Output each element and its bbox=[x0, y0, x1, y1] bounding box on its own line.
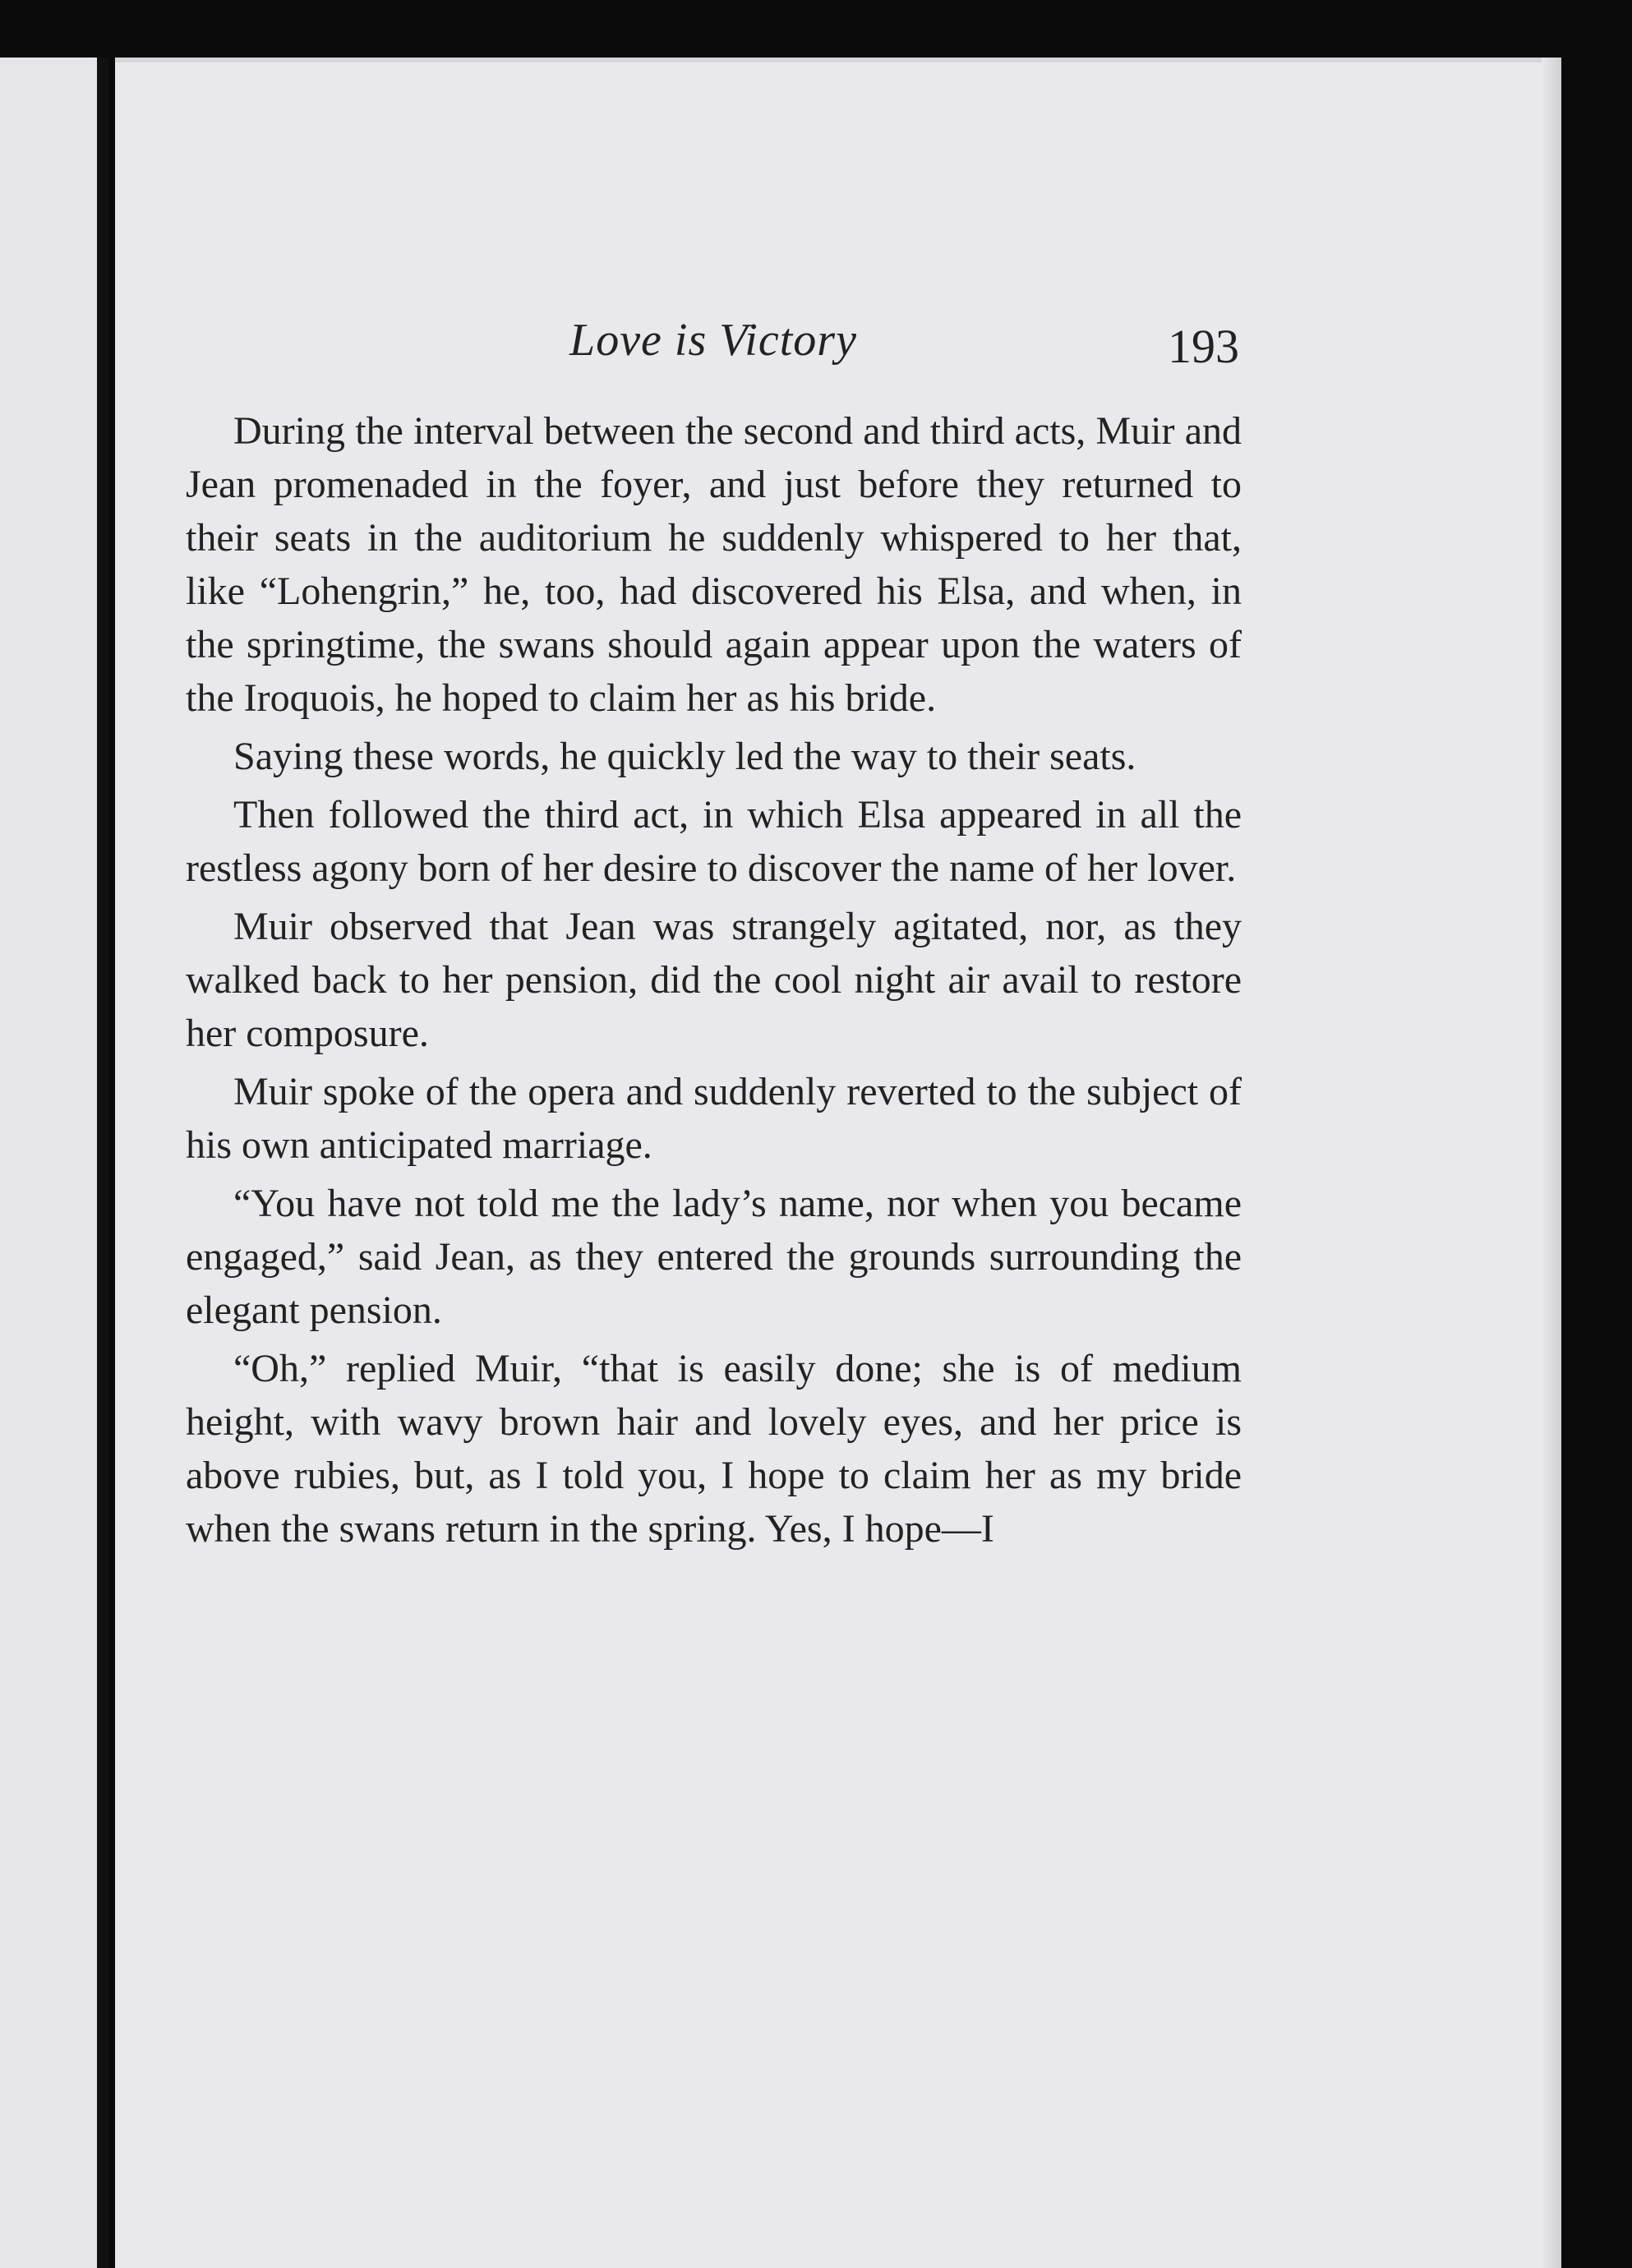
paragraph: Muir spoke of the opera and suddenly reverted to the subject of his own anticipated marriage. bbox=[186, 1070, 1242, 1167]
page-header bbox=[187, 314, 1239, 380]
paragraph: Then followed the third act, in which Elsa appeared in all the restless agony born of her desire to discover the name of her lover. bbox=[186, 793, 1242, 890]
paragraph: Muir observed that Jean was strangely agitated, nor, as they walked back to her pension, did the cool night air avail to restore her composure. bbox=[186, 905, 1242, 1055]
left-page-edge bbox=[0, 58, 103, 2268]
paragraph: “You have not told me the lady’s name, nor when you became engaged,” said Jean, as they entered the grounds surrounding the elegant pension. bbox=[186, 1182, 1242, 1332]
paragraph: “Oh,” replied Muir, “that is easily done; she is of medium height, with wavy brown hair and lovely eyes, and her price is above rubies, but, as I told you, I hope to claim her as my bride when the swans return in the spring. Yes, I hope—I bbox=[186, 1347, 1242, 1551]
running-title: Love is Victory bbox=[569, 315, 857, 366]
book-spine-shadow bbox=[97, 58, 108, 2268]
page-top-edge bbox=[115, 58, 1561, 62]
paragraph: Saying these words, he quickly led the way to their seats. bbox=[233, 735, 1136, 778]
paragraph: During the interval between the second and third acts, Muir and Jean promenaded in the foyer, and just before they returned to their seats in the auditorium he suddenly whispered to her that, like “Lohengrin,” he, too, had discovered his Elsa, and when, in the springtime, the swans should again appear upon the waters of the Iroquois, he hoped to claim her as his bride. bbox=[186, 409, 1242, 720]
page-right-edge bbox=[1542, 58, 1561, 2268]
body-text bbox=[186, 404, 1242, 1560]
page-number: 193 bbox=[1168, 320, 1239, 373]
